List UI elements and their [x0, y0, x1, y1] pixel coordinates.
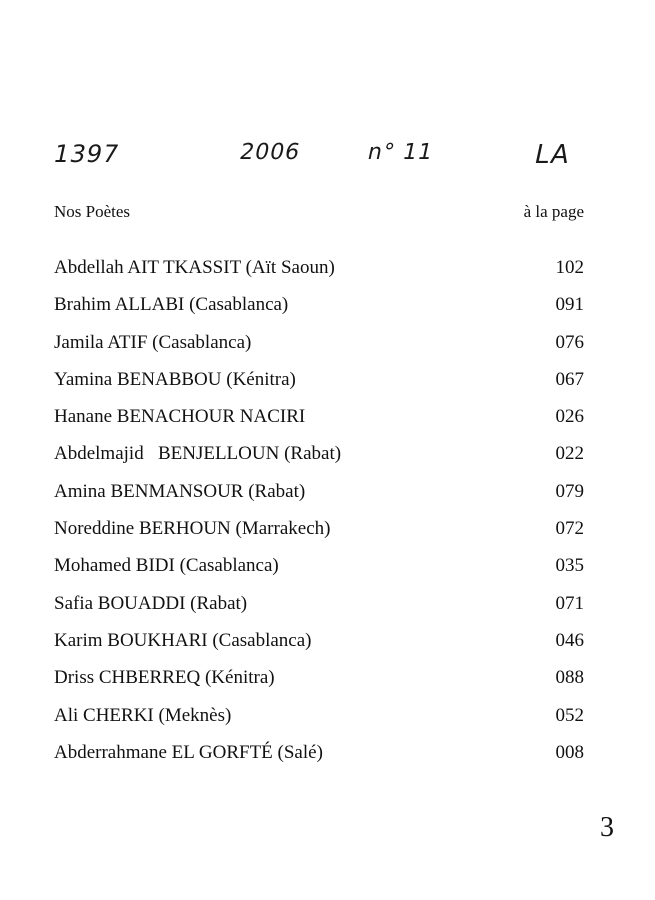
poet-name: Abderrahmane EL GORFTÉ (Salé)	[54, 741, 323, 763]
poet-page-number: 008	[555, 741, 584, 763]
poet-page-number: 046	[555, 629, 584, 651]
poet-page-number: 102	[555, 257, 584, 278]
handwritten-code: LA	[531, 140, 574, 170]
page-number: 3	[600, 812, 614, 843]
toc-entry	[54, 369, 584, 406]
toc-entry	[54, 406, 584, 443]
toc-entry	[54, 518, 584, 555]
handwritten-year: 2006	[237, 140, 303, 165]
poet-page-number: 079	[555, 480, 584, 502]
toc-entry	[54, 294, 584, 331]
poet-page-number: 052	[555, 704, 584, 726]
poet-name: Hanane BENACHOUR NACIRI	[54, 406, 306, 428]
poet-name: Noreddine BERHOUN (Marrakech)	[54, 518, 331, 540]
poet-name: Karim BOUKHARI (Casablanca)	[54, 629, 312, 651]
poet-name: Amina BENMANSOUR (Rabat)	[54, 480, 306, 502]
poet-name: Abdelmajid BENJELLOUN (Rabat)	[54, 443, 342, 465]
toc-entry	[54, 593, 584, 630]
table-of-contents	[54, 257, 584, 779]
poet-page-number: 072	[555, 518, 584, 540]
poet-name: Ali CHERKI (Meknès)	[54, 704, 232, 726]
poet-page-number: 088	[555, 667, 584, 689]
toc-header	[54, 202, 584, 222]
toc-entry	[54, 257, 584, 294]
poet-page-number: 091	[555, 294, 584, 316]
toc-entry	[54, 443, 584, 480]
poet-name: Safia BOUADDI (Rabat)	[54, 592, 248, 614]
toc-entry	[54, 555, 584, 592]
poet-name: Driss CHBERREQ (Kénitra)	[54, 667, 275, 689]
poet-name: Jamila ATIF (Casablanca)	[54, 331, 252, 353]
handwritten-reference: 1397	[51, 140, 123, 168]
poet-name: Mohamed BIDI (Casablanca)	[54, 555, 279, 577]
poet-page-number: 026	[555, 406, 584, 428]
toc-header-page-label: à la page	[523, 202, 584, 221]
toc-entry	[54, 742, 584, 779]
toc-header-title: Nos Poètes	[54, 202, 131, 221]
toc-entry	[54, 481, 584, 518]
poet-name: Abdellah AIT TKASSIT (Aït Saoun)	[54, 257, 335, 278]
poet-page-number: 071	[555, 592, 584, 614]
poet-page-number: 022	[555, 443, 584, 465]
toc-entry	[54, 332, 584, 369]
toc-entry	[54, 667, 584, 704]
handwritten-issue: n° 11	[365, 140, 436, 165]
toc-entry	[54, 630, 584, 667]
poet-page-number: 035	[555, 555, 584, 577]
toc-entry	[54, 705, 584, 742]
poet-page-number: 076	[555, 331, 584, 353]
poet-page-number: 067	[555, 368, 584, 390]
poet-name: Brahim ALLABI (Casablanca)	[54, 294, 289, 316]
poet-name: Yamina BENABBOU (Kénitra)	[54, 368, 296, 390]
